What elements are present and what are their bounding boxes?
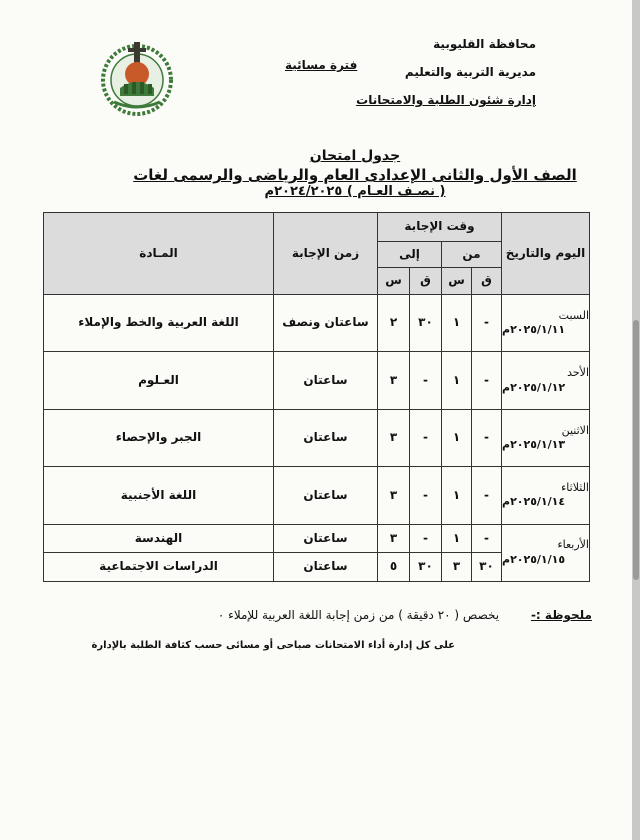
subject-cell: الدراسات الاجتماعية	[44, 553, 274, 582]
day-label: الأحد	[567, 366, 589, 380]
to-hours: ٣	[378, 467, 410, 524]
day-label: السبت	[558, 308, 589, 322]
to-minutes: -	[410, 524, 442, 553]
note-label: ملحوظة :-	[530, 608, 592, 622]
subject-cell: الجبر والإحصاء	[44, 409, 274, 466]
duration-cell: ساعتان	[274, 467, 378, 524]
date-label: ٢٠٢٥/١/١٣م	[502, 437, 566, 451]
governorate-label: محافظة القليوبية	[433, 37, 536, 51]
table-header-row	[44, 213, 590, 242]
day-date-cell	[502, 524, 590, 581]
table-row	[44, 524, 590, 553]
day-date-cell	[502, 467, 590, 524]
to-hours: ٣	[378, 352, 410, 409]
from-minutes: -	[472, 409, 502, 466]
title-line-2: الصف الأول والثانى الإعدادى العام والرياضى والرسمى لغات	[133, 166, 577, 184]
header-duration: زمن الإجابة	[274, 213, 378, 295]
from-hours: ١	[442, 352, 472, 409]
header-subject: المـادة	[44, 213, 274, 295]
note-line	[70, 608, 592, 622]
table-row	[44, 352, 590, 409]
header-from: من	[442, 241, 502, 268]
from-hours: ١	[442, 467, 472, 524]
date-label: ٢٠٢٥/١/١٤م	[502, 495, 566, 509]
date-label: ٢٠٢٥/١/١٢م	[502, 380, 566, 394]
table-row	[44, 294, 590, 351]
subject-cell: الهندسة	[44, 524, 274, 553]
from-minutes: -	[472, 294, 502, 351]
subject-cell: اللغة الأجنبية	[44, 467, 274, 524]
subject-cell: العـلوم	[44, 352, 274, 409]
from-minutes: -	[472, 352, 502, 409]
exam-title	[120, 148, 590, 199]
subject-cell: اللغة العربية والخط والإملاء	[44, 294, 274, 351]
table-row	[44, 409, 590, 466]
to-minutes: -	[410, 352, 442, 409]
header-to-minutes: ق	[410, 268, 442, 295]
from-minutes: -	[472, 524, 502, 553]
day-date-cell	[502, 352, 590, 409]
day-date-cell	[502, 294, 590, 351]
header-to-hours: س	[378, 268, 410, 295]
header-to: إلى	[378, 241, 442, 268]
duration-cell: ساعتان	[274, 352, 378, 409]
day-date-cell	[502, 409, 590, 466]
date-label: ٢٠٢٥/١/١٥م	[502, 552, 566, 566]
day-label: الأربعاء	[557, 538, 589, 552]
from-hours: ٣	[442, 553, 472, 582]
duration-cell: ساعتان	[274, 409, 378, 466]
from-hours: ١	[442, 294, 472, 351]
from-minutes: ٣٠	[472, 553, 502, 582]
header-day-date: اليوم والتاريخ	[502, 213, 590, 295]
directorate-label: مديرية التربية والتعليم	[404, 65, 536, 79]
department-label: إدارة شئون الطلبة والامتحانات	[356, 93, 536, 107]
to-hours: ٣	[378, 409, 410, 466]
header-answer-time: وقت الإجابة	[378, 213, 502, 242]
table-row	[44, 467, 590, 524]
date-label: ٢٠٢٥/١/١١م	[502, 323, 566, 337]
header-from-hours: س	[442, 268, 472, 295]
to-minutes: ٣٠	[410, 553, 442, 582]
exam-schedule-table	[43, 212, 590, 582]
scrollbar[interactable]	[633, 320, 639, 580]
to-minutes: -	[410, 409, 442, 466]
to-hours: ٢	[378, 294, 410, 351]
to-minutes: -	[410, 467, 442, 524]
duration-cell: ساعتان	[274, 553, 378, 582]
header-from-minutes: ق	[472, 268, 502, 295]
directorate-logo	[96, 38, 178, 118]
from-hours: ١	[442, 409, 472, 466]
from-minutes: -	[472, 467, 502, 524]
to-hours: ٥	[378, 553, 410, 582]
duration-cell: ساعتان	[274, 524, 378, 553]
to-hours: ٣	[378, 524, 410, 553]
note-line-2: على كل إدارة أداء الامتحانات صباحى أو مسائى حسب كثافة الطلبة بالإدارة	[91, 640, 455, 651]
day-label: الاثنين	[561, 423, 589, 437]
title-line-1: جدول امتحان	[309, 148, 401, 164]
to-minutes: ٣٠	[410, 294, 442, 351]
title-line-3: ( نصـف العـام ) ٢٠٢٤/٢٠٢٥م	[264, 184, 446, 199]
header-authority	[296, 30, 536, 114]
period-label: فترة مسائية	[285, 58, 358, 72]
from-hours: ١	[442, 524, 472, 553]
duration-cell: ساعتان ونصف	[274, 294, 378, 351]
day-label: الثلاثاء	[561, 481, 589, 495]
note-text: يخصص ( ٢٠ دقيقة ) من زمن إجابة اللغة العربية للإملاء ٠	[217, 608, 500, 622]
